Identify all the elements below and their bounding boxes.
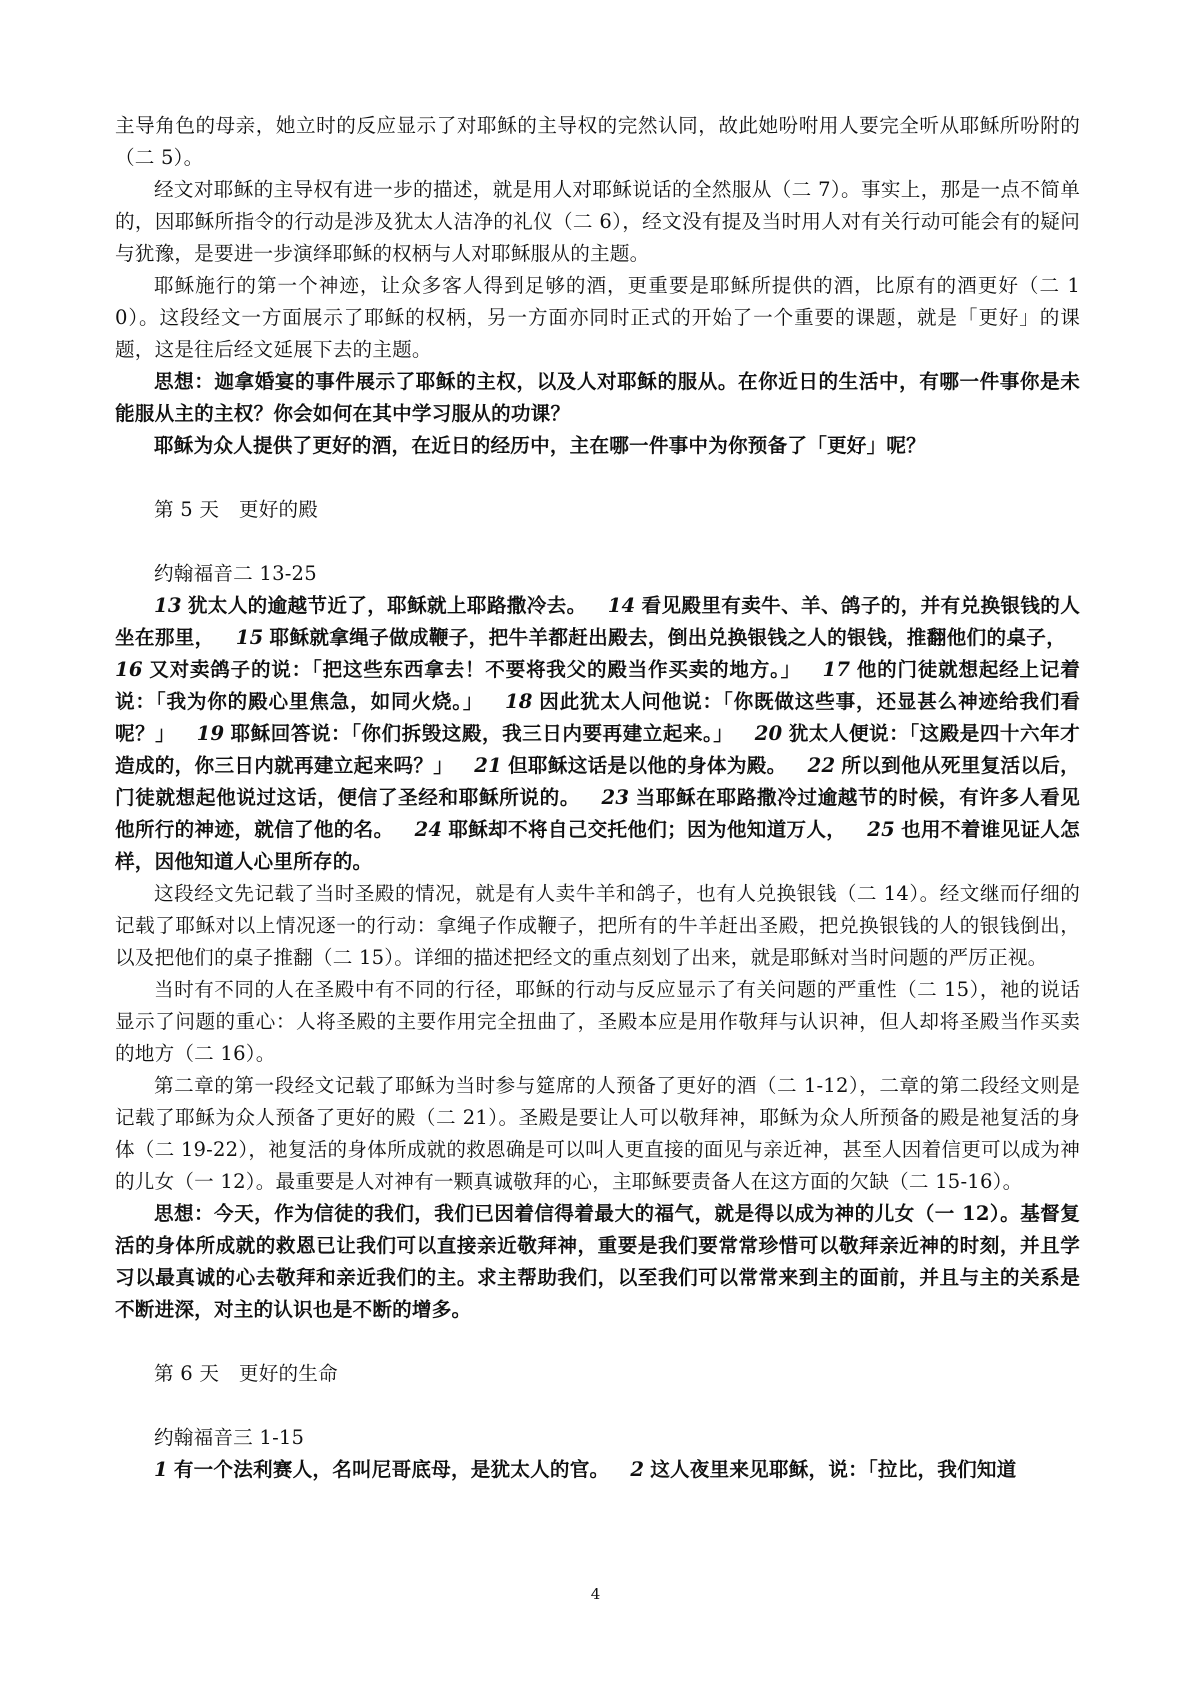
verse: [236, 626, 1066, 649]
verse-number: 13: [154, 594, 182, 617]
verse-number: 22: [807, 754, 836, 777]
verse-number: 15: [235, 626, 264, 649]
verse-number: 16: [115, 658, 143, 681]
paragraph: 这段经文先记载了当时圣殿的情况，就是有人卖牛羊和鸽子，也有人兑换银钱（二 14）。经文继而仔细的记载了耶稣对以上情况逐一的行动：拿绳子作成鞭子，把所有的牛羊赶出圣殿，把兑换银钱的人的银钱倒出，以及把他们的桌子推翻（二 15）。详细的描述把经文的重点刻划了出来，就是耶稣对当时问题的严厉正视。: [115, 882, 1080, 969]
verse: [474, 754, 786, 777]
verse-text: 但耶稣这话是以他的身体为殿。: [507, 754, 787, 777]
verse-number: 17: [822, 658, 851, 681]
day-6-scripture: [115, 1454, 1080, 1486]
verse-number: 18: [504, 690, 533, 713]
day-6-heading: 第 6 天 更好的生命: [154, 1362, 338, 1385]
day-5-scripture: [115, 590, 1080, 878]
verse-number: 20: [754, 722, 783, 745]
day-6-reference: 约翰福音三 1-15: [154, 1426, 305, 1449]
verse-number: 19: [196, 722, 225, 745]
verse-text: 犹太人便说：「这殿是四十六年才造成的，你三日内就再建立起来吗？」: [115, 722, 1080, 777]
verse-number: 1: [154, 1458, 168, 1481]
verse-text: 耶稣就拿绳子做成鞭子，把牛羊都赶出殿去，倒出兑换银钱之人的银钱，推翻他们的桌子，: [269, 626, 1067, 649]
verse-number: 25: [867, 818, 895, 841]
verse-text: 耶稣却不将自己交托他们；因为他知道万人，: [448, 818, 847, 841]
reflection-paragraph: 思想：迦拿婚宴的事件展示了耶稣的主权，以及人对耶稣的服从。在你近日的生活中，有哪一件事你是未能服从主的主权？你会如何在其中学习服从的功课？: [115, 370, 1080, 425]
verse: [154, 594, 587, 617]
spacer: [115, 526, 1080, 558]
verse-number: 14: [607, 594, 636, 617]
paragraph: 耶稣施行的第一个神迹，让众多客人得到足够的酒，更重要是耶稣所提供的酒，比原有的酒更好（二 10）。这段经文一方面展示了耶稣的权柄，另一方面亦同时正式的开始了一个重要的课题，就是「更好」的课题，这是往后经文延展下去的主题。: [115, 274, 1080, 361]
verse-text: 所以到他从死里复活以后，门徒就想起他说过这话，便信了圣经和耶稣所说的。: [115, 754, 1080, 809]
spacer: [115, 1326, 1080, 1358]
verse: [630, 1458, 1016, 1481]
verse-text: 他的门徒就想起经上记着说：「我为你的殿心里焦急，如同火烧。」: [115, 658, 1080, 713]
verse: [415, 818, 847, 841]
verse-text: 当耶稣在耶路撒冷过逾越节的时候，有许多人看见他所行的神迹，就信了他的名。: [115, 786, 1080, 841]
spacer: [115, 1390, 1080, 1422]
verse-text: 耶稣回答说：「你们拆毁这殿，我三日内要再建立起来。」: [230, 722, 734, 745]
verse-number: 24: [414, 818, 443, 841]
reflection-paragraph: 思想：今天，作为信徒的我们，我们已因着信得着最大的福气，就是得以成为神的儿女（一 12）。基督复活的身体所成就的救恩已让我们可以直接亲近敬拜神，重要是我们要常常珍惜可以敬拜亲近神的时刻，并且学习以最真诚的心去敬拜和亲近我们的主。求主帮助我们，以至我们可以常常来到主的面前，并且与主的关系是不断进深，对主的认识也是不断的增多。: [115, 1202, 1080, 1321]
day-5-reference: 约翰福音二 13-25: [154, 562, 317, 585]
verse-number: 23: [601, 786, 630, 809]
paragraph: 第二章的第一段经文记载了耶稣为当时参与筵席的人预备了更好的酒（二 1-12），二章的第二段经文则是记载了耶稣为众人预备了更好的殿（二 21）。圣殿是要让人可以敬拜神，耶稣为众人所预备的殿是祂复活的身体（二 19-22），祂复活的身体所成就的救恩确是可以叫人更直接的面见与亲近神，甚至人因着信更可以成为神的儿女（一 12）。最重要是人对神有一颗真诚敬拜的心，主耶稣要责备人在这方面的欠缺（二 15-16）。: [115, 1074, 1080, 1193]
paragraph: 经文对耶稣的主导权有进一步的描述，就是用人对耶稣说话的全然服从（二 7）。事实上，那是一点不简单的，因耶稣所指令的行动是涉及犹太人洁净的礼仪（二 6），经文没有提及当时用人对有关行动可能会有的疑问与犹豫，是要进一步演绎耶稣的权柄与人对耶稣服从的主题。: [115, 178, 1080, 265]
verse-text: 犹太人的逾越节近了，耶稣就上耶路撒冷去。: [187, 594, 587, 617]
verse-text: 又对卖鸽子的说：「把这些东西拿去！不要将我父的殿当作买卖的地方。」: [148, 658, 801, 681]
verse-text: 看见殿里有卖牛、羊、鸽子的，并有兑换银钱的人坐在那里，: [115, 594, 1080, 649]
day-5-heading: 第 5 天 更好的殿: [154, 498, 319, 521]
spacer: [115, 462, 1080, 494]
verse: [154, 1458, 609, 1481]
page-number: 4: [590, 1585, 601, 1603]
verse-text: 有一个法利赛人，名叫尼哥底母，是犹太人的官。: [173, 1458, 610, 1481]
verse-text: 因此犹太人问他说：「你既做这些事，还显甚么神迹给我们看呢？」: [115, 690, 1080, 745]
verse-text: 这人夜里来见耶稣，说：「拉比，我们知道: [650, 1458, 1017, 1481]
document-page: [115, 110, 1080, 1486]
reflection-paragraph: 耶稣为众人提供了更好的酒，在近日的经历中，主在哪一件事中为你预备了「更好」呢？: [154, 434, 926, 457]
paragraph: 主导角色的母亲，她立时的反应显示了对耶稣的主导权的完然认同，故此她吩咐用人要完全听从耶稣所吩附的（二 5）。: [115, 114, 1080, 169]
paragraph: 当时有不同的人在圣殿中有不同的行径，耶稣的行动与反应显示了有关问题的严重性（二 15），祂的说话显示了问题的重心：人将圣殿的主要作用完全扭曲了，圣殿本应是用作敬拜与认识神，但人却将圣殿当作买卖的地方（二 16）。: [115, 978, 1080, 1065]
verse-number: 2: [630, 1458, 645, 1481]
verse-number: 21: [474, 754, 502, 777]
verse: [197, 722, 734, 745]
verse: [115, 658, 801, 681]
verse-text: 也用不着谁见证人怎样，因他知道人心里所存的。: [115, 818, 1080, 873]
